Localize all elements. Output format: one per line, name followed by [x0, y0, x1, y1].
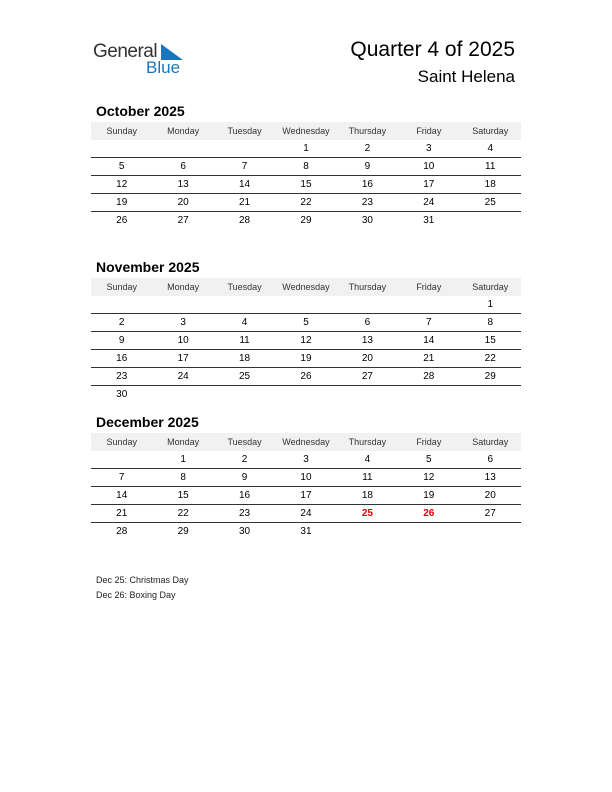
day-cell: 6: [364, 317, 371, 328]
weekday-label: Wednesday: [282, 282, 330, 292]
day-cell: 16: [116, 353, 128, 364]
weekday-label: Monday: [167, 437, 200, 447]
month-title: December 2025: [96, 414, 199, 430]
day-cell: 28: [238, 215, 251, 226]
empty-day-cell: [460, 523, 521, 540]
day-cell: 7: [241, 161, 248, 172]
day-cell: 31: [300, 526, 312, 537]
day-cell: 31: [423, 215, 435, 226]
day-cell: 1: [487, 299, 494, 310]
weekday-label: Tuesday: [227, 282, 262, 292]
holiday-note: Dec 25: Christmas Day: [96, 575, 189, 585]
day-cell: 4: [364, 454, 371, 465]
day-cell: 21: [423, 353, 435, 364]
day-cell: 14: [238, 179, 251, 190]
day-cell: 19: [116, 197, 128, 208]
weekday-label: Friday: [416, 282, 442, 292]
weekday-label: Tuesday: [227, 126, 262, 136]
day-cell: 5: [426, 454, 432, 465]
day-cell: 5: [118, 161, 125, 172]
weekday-label: Saturday: [472, 437, 509, 447]
day-cell: 17: [177, 353, 189, 364]
day-cell: 22: [177, 508, 189, 519]
weekday-label: Thursday: [348, 282, 387, 292]
day-cell: 20: [177, 197, 189, 208]
day-cell: 2: [364, 143, 371, 154]
day-cell: 21: [238, 197, 251, 208]
day-cell: 20: [484, 490, 496, 501]
weekday-label: Thursday: [348, 126, 387, 136]
empty-day-cell: [460, 386, 521, 403]
weekday-label: Friday: [416, 437, 442, 447]
weekday-label: Tuesday: [227, 437, 262, 447]
day-cell: 27: [484, 508, 496, 519]
day-cell: 10: [177, 335, 189, 346]
week-row: [91, 140, 521, 158]
month-title: November 2025: [96, 259, 200, 275]
day-cell: 30: [238, 526, 251, 537]
day-cell: 5: [303, 317, 309, 328]
logo: [93, 40, 193, 80]
weekday-header-row: [91, 433, 521, 451]
month-october: [91, 101, 521, 229]
day-cell: 15: [177, 490, 189, 501]
week-row: [91, 368, 521, 386]
holiday-note: Dec 26: Boxing Day: [96, 590, 176, 600]
weekday-label: Monday: [167, 282, 200, 292]
day-cell: 28: [116, 526, 128, 537]
day-cell: 4: [487, 143, 494, 154]
day-cell: 3: [303, 454, 309, 465]
week-row: [91, 212, 521, 229]
weekday-header-row: [91, 278, 521, 296]
day-cell: 13: [361, 335, 373, 346]
holiday-notes: [96, 573, 189, 603]
day-cell: 15: [484, 335, 496, 346]
holiday-day-cell: 25: [361, 508, 373, 519]
weekday-header-row: [91, 122, 521, 140]
weekday-label: Saturday: [472, 282, 509, 292]
day-cell: 17: [423, 179, 435, 190]
day-cell: 9: [118, 335, 125, 346]
weekday-label: Sunday: [106, 437, 137, 447]
day-cell: 6: [487, 454, 494, 465]
week-row: [91, 296, 521, 314]
day-cell: 13: [177, 179, 189, 190]
week-row: [91, 487, 521, 505]
day-cell: 2: [118, 317, 125, 328]
empty-day-cell: [91, 140, 152, 157]
month-december: [91, 412, 521, 540]
day-cell: 10: [423, 161, 435, 172]
day-cell: 25: [238, 371, 251, 382]
day-cell: 12: [423, 472, 435, 483]
empty-day-cell: [91, 296, 152, 313]
day-cell: 30: [116, 389, 128, 400]
week-row: [91, 523, 521, 540]
week-row: [91, 158, 521, 176]
holiday-day-cell: 26: [423, 508, 435, 519]
day-cell: 8: [180, 472, 186, 483]
empty-day-cell: [398, 523, 459, 540]
empty-day-cell: [275, 386, 336, 403]
day-cell: 11: [362, 472, 373, 483]
day-cell: 15: [300, 179, 312, 190]
week-row: [91, 176, 521, 194]
week-row: [91, 194, 521, 212]
day-cell: 3: [426, 143, 432, 154]
day-cell: 17: [300, 490, 312, 501]
day-cell: 3: [180, 317, 186, 328]
day-cell: 13: [484, 472, 496, 483]
day-cell: 14: [423, 335, 435, 346]
day-cell: 24: [177, 371, 189, 382]
day-cell: 29: [300, 215, 312, 226]
empty-day-cell: [337, 523, 398, 540]
day-cell: 23: [116, 371, 128, 382]
day-cell: 20: [361, 353, 373, 364]
day-cell: 6: [180, 161, 186, 172]
empty-day-cell: [275, 296, 336, 313]
day-cell: 16: [361, 179, 373, 190]
page-title: Quarter 4 of 2025: [350, 38, 515, 61]
day-cell: 7: [426, 317, 432, 328]
logo-blue-text: Blue: [146, 58, 181, 77]
empty-day-cell: [152, 386, 213, 403]
weekday-label: Sunday: [106, 282, 137, 292]
weekday-label: Wednesday: [282, 126, 330, 136]
day-cell: 8: [487, 317, 494, 328]
day-cell: 9: [364, 161, 371, 172]
day-cell: 28: [423, 371, 435, 382]
day-cell: 24: [300, 508, 312, 519]
day-cell: 18: [484, 179, 496, 190]
weekday-label: Friday: [416, 126, 442, 136]
day-cell: 11: [485, 161, 496, 172]
week-row: [91, 505, 521, 523]
weekday-label: Wednesday: [282, 437, 330, 447]
day-cell: 23: [238, 508, 251, 519]
day-cell: 14: [116, 490, 128, 501]
day-cell: 10: [300, 472, 312, 483]
day-cell: 27: [361, 371, 373, 382]
week-row: [91, 451, 521, 469]
day-cell: 4: [241, 317, 248, 328]
page-subtitle: Saint Helena: [417, 67, 515, 86]
empty-day-cell: [214, 140, 275, 157]
empty-day-cell: [91, 451, 152, 468]
day-cell: 19: [423, 490, 435, 501]
day-cell: 21: [116, 508, 128, 519]
day-cell: 1: [303, 143, 309, 154]
weekday-label: Saturday: [472, 126, 509, 136]
weekday-label: Sunday: [106, 126, 137, 136]
week-row: [91, 469, 521, 487]
empty-day-cell: [214, 386, 275, 403]
week-row: [91, 350, 521, 368]
week-row: [91, 332, 521, 350]
day-cell: 29: [177, 526, 189, 537]
day-cell: 11: [239, 335, 250, 346]
day-cell: 30: [361, 215, 373, 226]
empty-day-cell: [152, 140, 213, 157]
day-cell: 12: [116, 179, 128, 190]
empty-day-cell: [398, 296, 459, 313]
day-cell: 22: [300, 197, 312, 208]
day-cell: 19: [300, 353, 312, 364]
empty-day-cell: [460, 212, 521, 229]
month-title: October 2025: [96, 103, 185, 119]
weekday-label: Monday: [167, 126, 200, 136]
day-cell: 25: [484, 197, 496, 208]
day-cell: 26: [300, 371, 312, 382]
day-cell: 9: [241, 472, 248, 483]
empty-day-cell: [152, 296, 213, 313]
day-cell: 16: [238, 490, 251, 501]
day-cell: 27: [177, 215, 189, 226]
day-cell: 29: [484, 371, 496, 382]
empty-day-cell: [398, 386, 459, 403]
day-cell: 18: [361, 490, 373, 501]
day-cell: 8: [303, 161, 309, 172]
day-cell: 12: [300, 335, 312, 346]
day-cell: 7: [118, 472, 125, 483]
empty-day-cell: [337, 386, 398, 403]
day-cell: 2: [241, 454, 248, 465]
month-november: [91, 257, 521, 403]
day-cell: 1: [180, 454, 186, 465]
week-row: [91, 386, 521, 403]
day-cell: 26: [116, 215, 128, 226]
logo-general-text: General: [93, 41, 158, 62]
day-cell: 22: [484, 353, 496, 364]
weekday-label: Thursday: [348, 437, 387, 447]
week-row: [91, 314, 521, 332]
empty-day-cell: [214, 296, 275, 313]
day-cell: 18: [238, 353, 251, 364]
day-cell: 24: [423, 197, 435, 208]
day-cell: 23: [361, 197, 373, 208]
empty-day-cell: [337, 296, 398, 313]
